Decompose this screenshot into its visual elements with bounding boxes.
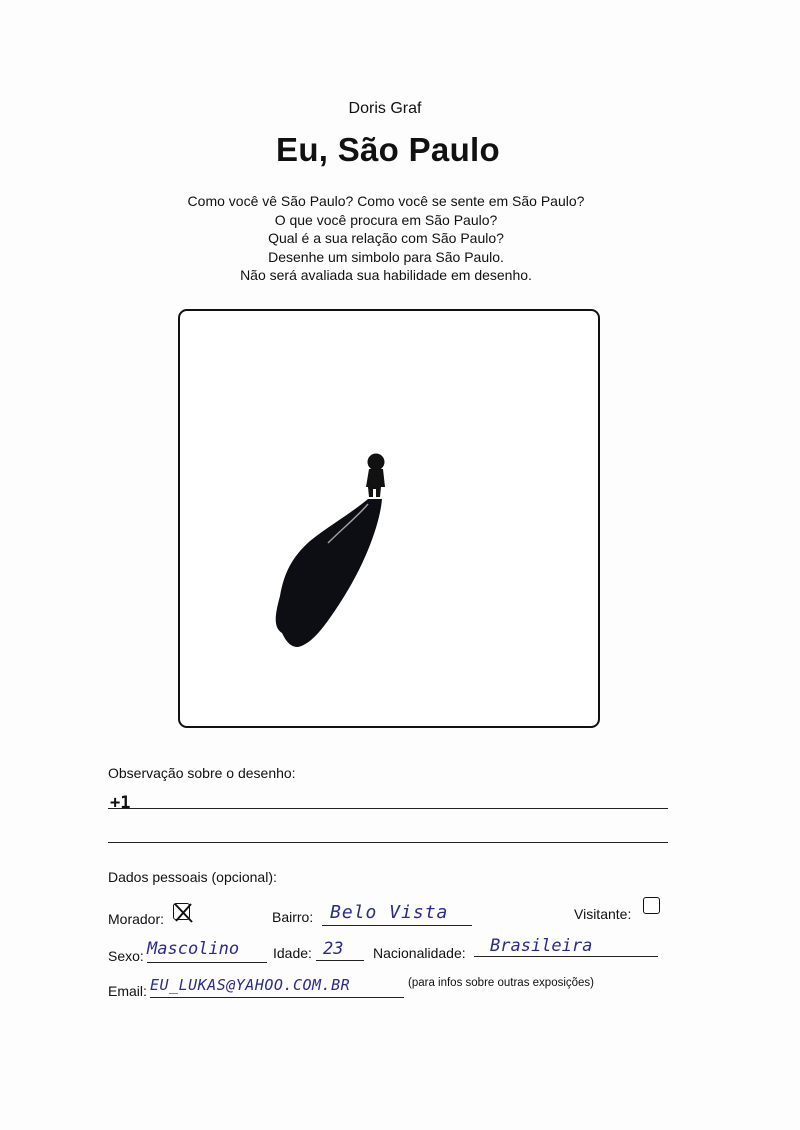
prompt-line: Não será avaliada sua habilidade em desenho.	[240, 267, 532, 284]
prompt-questions	[0, 192, 772, 285]
prompt-line: Qual é a sua relação com São Paulo?	[268, 230, 504, 247]
person-shadow-drawing-icon	[180, 311, 598, 726]
page-title: Eu, São Paulo	[276, 131, 500, 168]
observation-line-1	[108, 808, 668, 809]
email-note: (para infos sobre outras exposições)	[408, 977, 595, 989]
prompt-line: O que você procura em São Paulo?	[274, 211, 498, 228]
email-underline	[150, 997, 404, 998]
prompt-line: Desenhe um simbolo para São Paulo.	[268, 248, 504, 265]
sexo-label: Sexo:	[108, 948, 144, 964]
idade-label: Idade:	[273, 945, 312, 961]
sexo-underline	[147, 962, 267, 963]
checkmark-x-icon	[172, 902, 194, 924]
nacionalidade-underline	[474, 956, 658, 957]
personal-data-heading: Dados pessoais (opcional):	[108, 869, 277, 885]
drawing-box	[178, 309, 600, 728]
email-label: Email:	[108, 983, 147, 999]
observation-label: Observação sobre o desenho:	[108, 765, 296, 781]
bairro-label: Bairro:	[272, 909, 314, 925]
morador-checkbox[interactable]	[173, 903, 190, 920]
nacionalidade-value: Brasileira	[490, 936, 593, 956]
idade-value: 23	[323, 939, 344, 959]
idade-underline	[316, 960, 364, 961]
morador-label: Morador:	[108, 911, 165, 927]
author-name: Doris Graf	[348, 100, 422, 117]
nacionalidade-label: Nacionalidade:	[373, 945, 466, 961]
observation-line-2	[108, 842, 668, 843]
observation-handwritten: +1	[110, 793, 131, 813]
sexo-value: Mascolino	[147, 939, 240, 959]
email-value: EU_LUKAS@YAHOO.COM.BR	[150, 976, 351, 994]
visitante-label: Visitante:	[574, 906, 632, 922]
bairro-value: Belo Vista	[330, 902, 449, 923]
visitante-checkbox[interactable]	[643, 897, 660, 914]
bairro-underline	[322, 925, 472, 926]
prompt-line: Como você vê São Paulo? Como você se sente em São Paulo?	[187, 193, 585, 209]
